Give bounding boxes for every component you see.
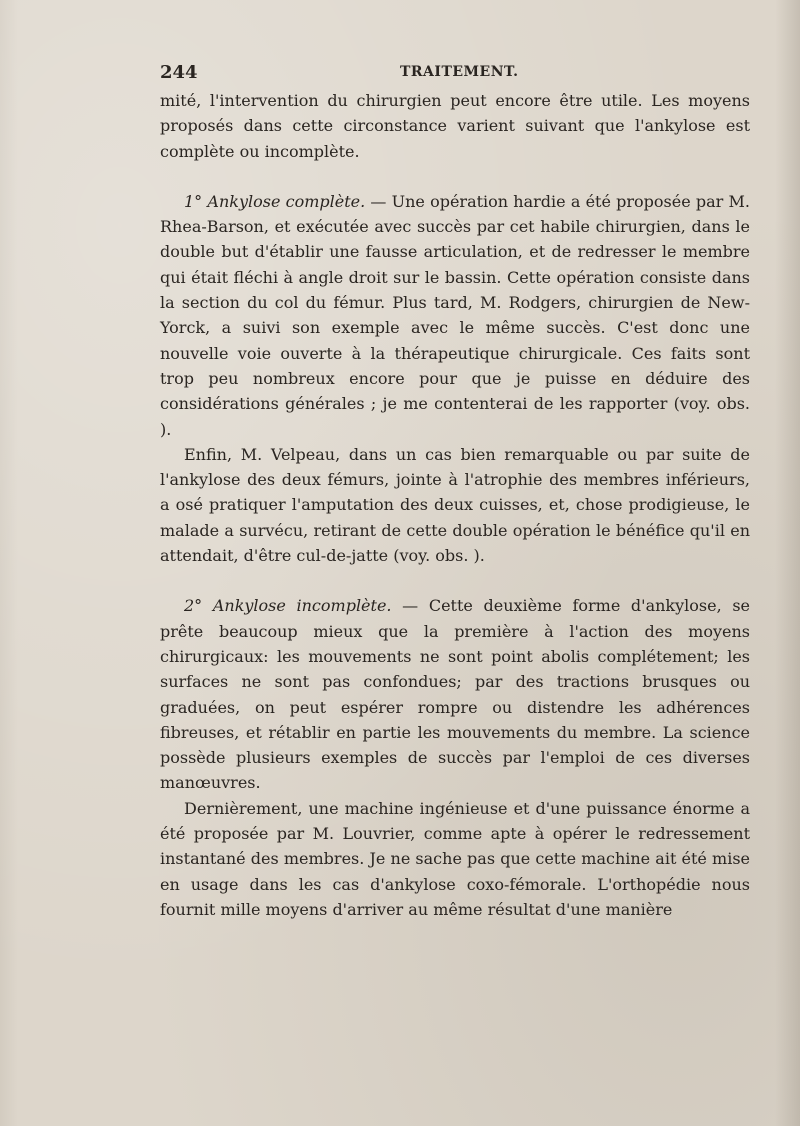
page bbox=[160, 62, 750, 922]
paragraph-intro bbox=[160, 88, 750, 164]
paragraph-text: — Cette deuxième forme d'ankylose, se prête beaucoup mieux que la première à l'action des moyens chirurgicaux: les mouvements ne sont point abolis complétement; les surfaces ne sont pas confondues; par des tractions brusques ou graduées, on peut espérer rompre ou distendre les adhérences fibreuses, et rétablir en partie les mouvements du membre. La science possède plusieurs exemples de succès par l'emploi de ces diverses manœuvres. bbox=[160, 596, 751, 793]
paragraph-velpeau bbox=[160, 442, 750, 568]
running-header bbox=[160, 62, 750, 88]
paragraph-gap bbox=[160, 568, 750, 593]
page-number: 244 bbox=[160, 62, 198, 83]
paragraph-text: Enfin, M. Velpeau, dans un cas bien remarquable ou par suite de l'ankylose des deux fémurs, jointe à l'atrophie des membres inférieurs, a osé pratiquer l'amputation des deux cuisses, et, chose prodigieuse, le malade a survécu, retirant de cette double opération le bénéfice qu'il en attendait, d'être cul-de-jatte (voy. obs. ). bbox=[160, 444, 750, 566]
paragraph-ankylose-incomplete bbox=[160, 593, 750, 795]
running-title: TRAITEMENT. bbox=[400, 64, 519, 80]
paragraph-text: Dernièrement, une machine ingénieuse et d'une puissance énorme a été proposée par M. Louvrier, comme apte à opérer le redressement instantané des membres. Je ne sache pas que cette machine ait été mise en usage dans les cas d'ankylose coxo-fémorale. L'orthopédie nous fournit mille moyens d'arriver au même résultat d'une manière bbox=[160, 798, 750, 919]
section-heading-complete: 1° Ankylose complète. bbox=[184, 191, 366, 211]
paragraph-gap bbox=[160, 164, 750, 189]
paragraph-text: mité, l'intervention du chirurgien peut encore être utile. Les moyens proposés dans cette circonstance varient suivant que l'ankylose est complète ou incomplète. bbox=[160, 91, 750, 161]
body-text bbox=[160, 88, 750, 922]
paragraph-text: — Une opération hardie a été proposée par M. Rhea-Barson, et exécutée avec succès par cet habile chirurgien, dans le double but d'établir une fausse articulation, et de redresser le membre qui était fléchi à angle droit sur le bassin. Cette opération consiste dans la section du col du fémur. Plus tard, M. Rodgers, chirurgien de New-Yorck, a suivi son exemple avec le même succès. C'est donc une nouvelle voie ouverte à la thérapeutique chirurgicale. Ces faits sont trop peu nombreux encore pour que je puisse en déduire des considérations générales ; je me contenterai de les rapporter (voy. obs. ). bbox=[160, 191, 751, 439]
paragraph-louvrier bbox=[160, 796, 750, 922]
paragraph-ankylose-complete bbox=[160, 189, 750, 442]
section-heading-incomplete: 2° Ankylose incomplète. bbox=[184, 596, 392, 616]
